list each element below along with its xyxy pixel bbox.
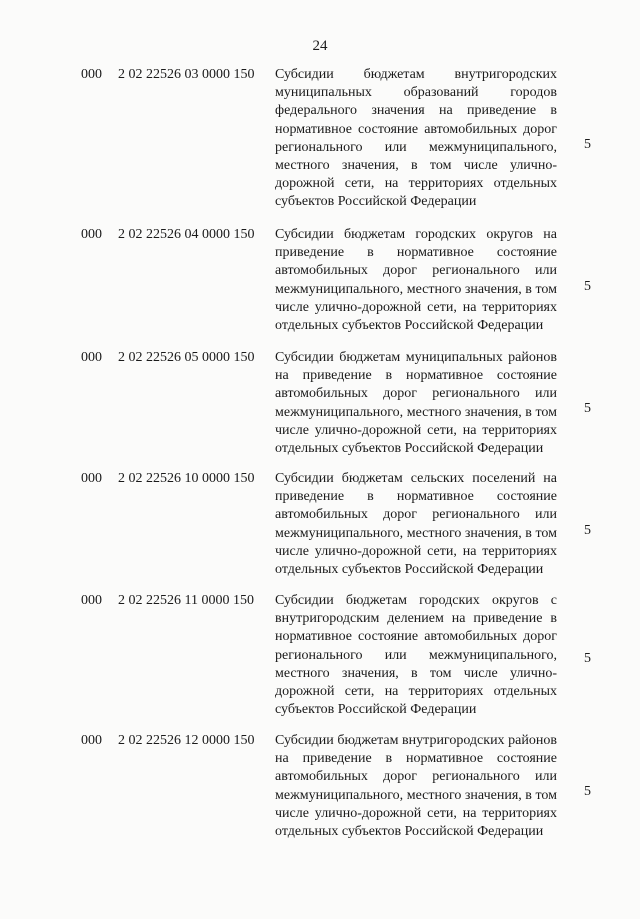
row-value: 5 [584, 279, 591, 294]
row-description: Субсидии бюджетам муниципальных районов на приведение в нормативное состояние автомобильных дорог регионального или межмуниципального, местного значения, в том числе улично-дорожной сети, на территориях отдельных субъектов Российской Федерации [275, 350, 557, 457]
row-value: 5 [584, 784, 591, 799]
row-description: Субсидии бюджетам городских округов с внутригородским делением на приведение в нормативное состояние автомобильных дорог регионального или межмуниципального, местного значения, в том числе улично-дорожной сети, на территориях отдельных субъектов Российской Федерации [275, 593, 557, 718]
row-description: Субсидии бюджетам внутригородских муниципальных образований городов федерального значения на приведение в нормативное состояние автомобильных дорог регионального или межмуниципального, местного значения, в том числе улично-дорожной сети, на территориях отдельных субъектов Российской Федерации [275, 67, 557, 210]
row-description: Субсидии бюджетам городских округов на приведение в нормативное состояние автомобильных дорог регионального или межмуниципального, местного значения, в том числе улично-дорожной сети, на территориях отдельных субъектов Российской Федерации [275, 227, 557, 334]
row-value: 5 [584, 651, 591, 666]
row-value: 5 [584, 401, 591, 416]
budget-classification-code: 2 02 22526 11 0000 150 [118, 593, 254, 608]
budget-classification-code: 2 02 22526 04 0000 150 [118, 227, 255, 242]
admin-code: 000 [81, 227, 102, 242]
budget-classification-code: 2 02 22526 03 0000 150 [118, 67, 255, 82]
admin-code: 000 [81, 67, 102, 82]
budget-classification-code: 2 02 22526 05 0000 150 [118, 350, 255, 365]
budget-classification-code: 2 02 22526 12 0000 150 [118, 733, 255, 748]
admin-code: 000 [81, 593, 102, 608]
row-value: 5 [584, 137, 591, 152]
admin-code: 000 [81, 733, 102, 748]
row-description: Субсидии бюджетам сельских поселений на приведение в нормативное состояние автомобильных дорог регионального или межмуниципального, местного значения, в том числе улично-дорожной сети, на территориях отдельных субъектов Российской Федерации [275, 471, 557, 578]
page-number: 24 [312, 38, 328, 54]
admin-code: 000 [81, 350, 102, 365]
row-description: Субсидии бюджетам внутригородских районов на приведение в нормативное состояние автомобильных дорог регионального или межмуниципального, местного значения, в том числе улично-дорожной сети, на территориях отдельных субъектов Российской Федерации [275, 733, 557, 840]
admin-code: 000 [81, 471, 102, 486]
row-value: 5 [584, 523, 591, 538]
budget-classification-code: 2 02 22526 10 0000 150 [118, 471, 255, 486]
